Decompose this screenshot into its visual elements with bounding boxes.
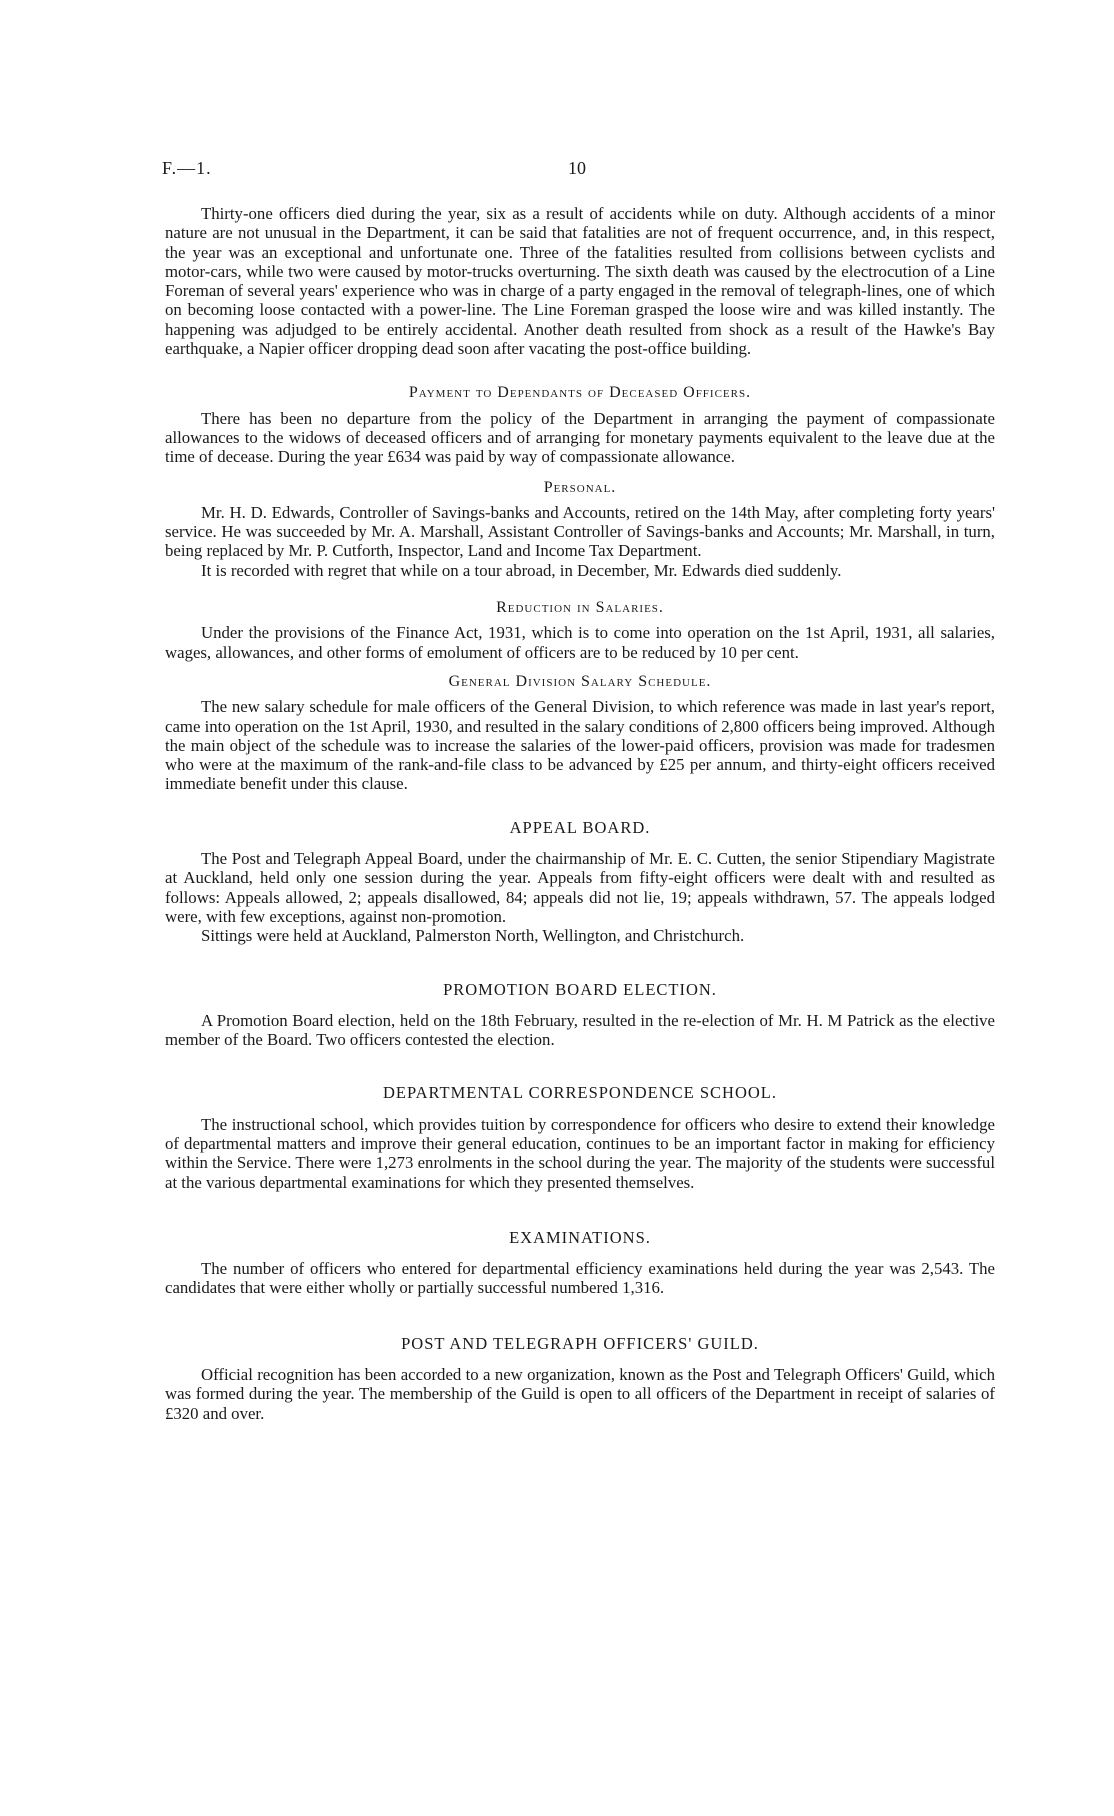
section-guild bbox=[165, 1334, 995, 1423]
section-general-division bbox=[165, 672, 995, 794]
paragraph: It is recorded with regret that while on a tour abroad, in December, Mr. Edwards died suddenly. bbox=[201, 560, 842, 580]
report-code: F.—1. bbox=[162, 158, 212, 178]
section-heading: EXAMINATIONS. bbox=[509, 1227, 651, 1247]
section-reduction-salaries bbox=[165, 598, 995, 662]
paragraph: The number of officers who entered for departmental efficiency examinations held during the year was 2,543. The candidates that were either wholly or partially successful numbered 1,316. bbox=[165, 1259, 995, 1298]
paragraph: There has been no departure from the policy of the Department in arranging the payment of compassionate allowances to the widows of deceased officers and of arranging for monetary payments equivalent to the leave due at the time of decease. During the year £634 was paid by way of compassionate allowance. bbox=[165, 408, 995, 467]
paragraph: A Promotion Board election, held on the 18th February, resulted in the re-election of Mr. H. M Patrick as the elective member of the Board. Two officers contested the election. bbox=[165, 1010, 995, 1050]
section-heading: APPEAL BOARD. bbox=[509, 817, 651, 837]
page-number: 10 bbox=[568, 158, 586, 178]
paragraph: Sittings were held at Auckland, Palmerston North, Wellington, and Christchurch. bbox=[201, 926, 745, 946]
section-personal bbox=[165, 478, 995, 580]
paragraph: Under the provisions of the Finance Act, 1931, which is to come into operation on the 1st April, 1931, all salaries, wages, allowances, and other forms of emolument of officers are to be reduced by 10 per cent. bbox=[165, 623, 995, 662]
page-header bbox=[162, 158, 992, 184]
page-body bbox=[165, 204, 995, 1423]
section-heading: POST AND TELEGRAPH OFFICERS' GUILD. bbox=[401, 1333, 759, 1353]
section-promotion-board bbox=[165, 980, 995, 1050]
paragraph: The new salary schedule for male officers of the General Division, to which reference was made in last year's report, came into operation on the 1st April, 1930, and resulted in the salary conditions of 2,800 officers being improved. Although the main object of the schedule was to increase the salaries of the lower-paid officers, provision was made for tradesmen who were at the maximum of the rank-and-file class to be advanced by £25 per annum, and thirty-eight officers received immediate benefit under this clause. bbox=[165, 697, 995, 794]
section-heading: DEPARTMENTAL CORRESPONDENCE SCHOOL. bbox=[382, 1083, 778, 1103]
section-payment-dependants bbox=[165, 383, 995, 466]
paragraph: Mr. H. D. Edwards, Controller of Savings-banks and Accounts, retired on the 14th May, after completing forty years' service. He was succeeded by Mr. A. Marshall, Assistant Controller of Savings-banks and Accounts; Mr. Marshall, in turn, being replaced by Mr. P. Cutforth, Inspector, Land and Income Tax Department. bbox=[165, 502, 995, 561]
section-appeal-board bbox=[165, 818, 995, 946]
section-heading: General Division Salary Schedule. bbox=[448, 672, 712, 690]
paragraph: The Post and Telegraph Appeal Board, under the chairmanship of Mr. E. C. Cutten, the senior Stipendiary Magistrate at Auckland, held only one session during the year. Appeals from fifty-eight officers were dealt with and resulted as follows: Appeals allowed, 2; appeals disallowed, 84; appeals did not lie, 19; appeals withdrawn, 57. The appeals lodged were, with few exceptions, against non-promotion. bbox=[165, 849, 995, 926]
paragraph: Thirty-one officers died during the year, six as a result of accidents while on duty. Although accidents of a minor nature are not unusual in the Department, it can be said that fatalities are not of frequent occurrence, and, in this respect, the year was an exceptional and unfortunate one. Three of the fatalities resulted from collisions between cyclists and motor-cars, while two were caused by motor-trucks overturning. The sixth death was caused by the electrocution of a Line Foreman of several years' experience who was in charge of a party engaged in the removal of telegraph-lines, one of which on becoming loose contacted with a power-line. The Line Foreman grasped the loose wire and was killed instantly. The happening was adjudged to be entirely accidental. Another death resulted from shock as a result of the Hawke's Bay earthquake, a Napier officer dropping dead soon after vacating the post-office building. bbox=[165, 204, 995, 359]
section-examinations bbox=[165, 1228, 995, 1298]
section-intro bbox=[165, 204, 995, 358]
paragraph: Official recognition has been accorded to a new organization, known as the Post and Telegraph Officers' Guild, which was formed during the year. The membership of the Guild is open to all officers of the Department in receipt of salaries of £320 and over. bbox=[165, 1365, 995, 1423]
section-heading: Reduction in Salaries. bbox=[496, 599, 664, 617]
paragraph: The instructional school, which provides tuition by correspondence for officers who desire to extend their knowledge of departmental matters and improve their general education, continues to be an important factor in making for efficiency within the Service. There were 1,273 enrolments in the school during the year. The majority of the students were successful at the various departmental examinations for which they presented themselves. bbox=[165, 1114, 995, 1192]
section-correspondence-school bbox=[165, 1083, 995, 1191]
section-heading: PROMOTION BOARD ELECTION. bbox=[443, 979, 717, 999]
section-heading: Payment to Dependants of Deceased Officers. bbox=[408, 384, 752, 402]
section-heading: Personal. bbox=[543, 478, 617, 496]
